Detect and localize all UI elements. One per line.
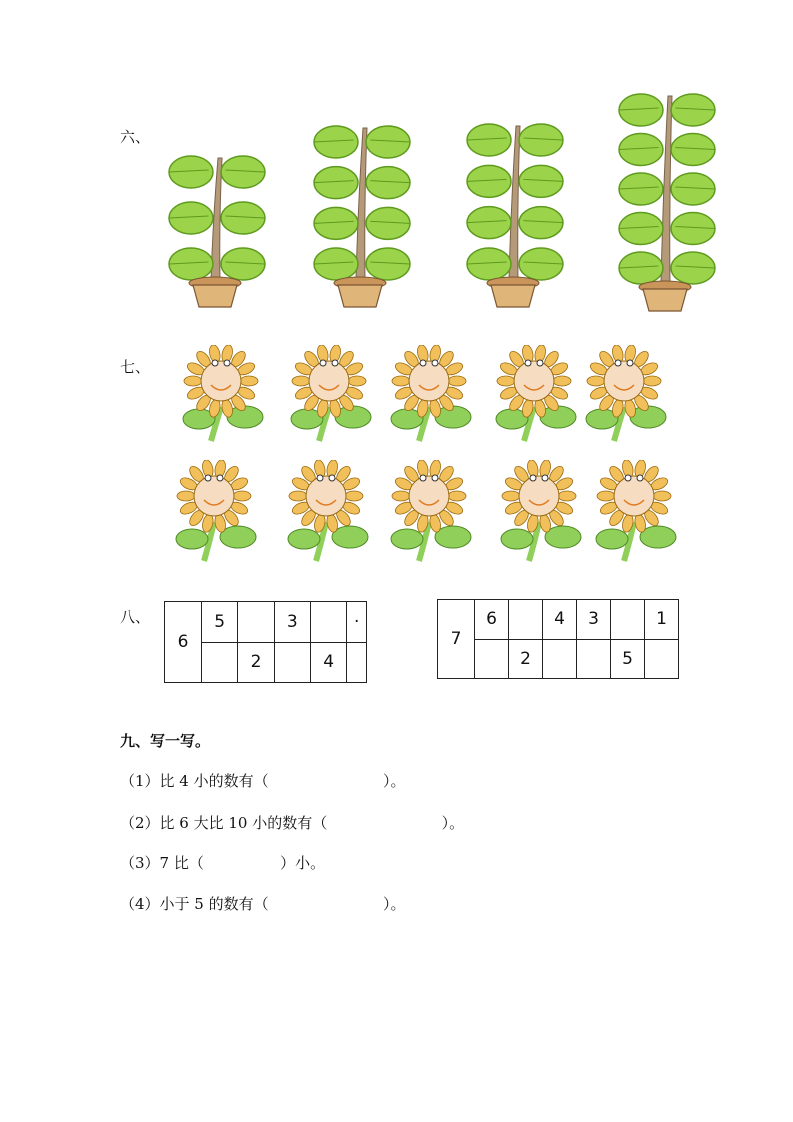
leaf-shape — [221, 156, 265, 188]
grid-cell: 5 — [611, 639, 645, 679]
leaf-shape — [467, 165, 511, 197]
leaf-shape — [314, 248, 358, 280]
flower-face — [306, 476, 346, 516]
leaf-shape — [366, 126, 410, 158]
petal-shape — [597, 491, 615, 501]
leaf-shape — [619, 173, 663, 205]
grid-cell — [611, 600, 645, 640]
flower-face — [409, 361, 449, 401]
flower-leaf — [501, 529, 533, 549]
petal-shape — [292, 376, 310, 386]
flower-leaf — [176, 529, 208, 549]
grid-cell — [475, 639, 509, 679]
pot-shape — [338, 285, 382, 307]
flower-eye — [432, 360, 438, 366]
leaf-shape — [366, 167, 410, 199]
petal-shape — [497, 376, 515, 386]
question-4: （4）小于 5 的数有（ ）。 — [120, 895, 406, 913]
pot-shape — [643, 289, 687, 311]
petal-shape — [502, 491, 520, 501]
flower-leaf — [596, 529, 628, 549]
flower-leaf — [545, 526, 581, 548]
grid-cell — [238, 602, 274, 643]
leaf-shape — [619, 134, 663, 166]
leaf-shape — [314, 167, 358, 199]
sunflower-icon — [495, 345, 581, 445]
flower-eye — [637, 475, 643, 481]
flower-leaf — [288, 529, 320, 549]
section-eight-label: 八、 — [120, 608, 151, 626]
flower-eye — [542, 475, 548, 481]
section-six-label: 六、 — [120, 128, 151, 146]
leaf-shape — [169, 248, 213, 280]
flower-eye — [537, 360, 543, 366]
flower-eye — [205, 475, 211, 481]
flower-eye — [212, 360, 218, 366]
petal-shape — [587, 376, 605, 386]
petal-shape — [233, 491, 251, 501]
leaf-shape — [366, 207, 410, 239]
leaf-shape — [314, 207, 358, 239]
petal-shape — [448, 376, 466, 386]
petal-shape — [392, 491, 410, 501]
grid-cell: 3 — [577, 600, 611, 640]
flower-eye — [627, 360, 633, 366]
grid-cell — [274, 642, 310, 683]
petal-shape — [289, 491, 307, 501]
sunflower-icon — [390, 345, 476, 445]
leaf-shape — [221, 248, 265, 280]
sunflower-icon — [290, 345, 376, 445]
flower-eye — [224, 360, 230, 366]
grid-cell: 7 — [438, 600, 475, 679]
leaf-shape — [671, 134, 715, 166]
number-grid-left — [164, 601, 367, 683]
flower-eye — [420, 360, 426, 366]
petal-shape — [558, 491, 576, 501]
stem-shape — [356, 128, 367, 280]
flower-eye — [525, 360, 531, 366]
leaf-shape — [366, 248, 410, 280]
petal-shape — [643, 376, 661, 386]
leaf-shape — [314, 126, 358, 158]
grid-cell: 6 — [165, 602, 202, 683]
petal-shape — [184, 376, 202, 386]
grid-cell — [509, 600, 543, 640]
grid-cell — [347, 642, 367, 683]
sunflower-icon — [595, 460, 681, 565]
leaf-shape — [467, 248, 511, 280]
leaf-shape — [619, 213, 663, 245]
leaf-shape — [467, 207, 511, 239]
grid-cell: 5 — [202, 602, 238, 643]
pot-shape — [193, 285, 237, 307]
sunflower-icon — [500, 460, 586, 565]
leaf-shape — [169, 156, 213, 188]
plant-icon — [610, 88, 720, 314]
petal-shape — [448, 491, 466, 501]
leaf-shape — [221, 202, 265, 234]
grid-cell: · — [347, 602, 367, 643]
petal-shape — [348, 376, 366, 386]
plant-icon — [458, 118, 568, 310]
flower-eye — [625, 475, 631, 481]
petal-shape — [240, 376, 258, 386]
petal-shape — [553, 376, 571, 386]
grid-cell — [577, 639, 611, 679]
flower-eye — [615, 360, 621, 366]
flower-face — [201, 361, 241, 401]
flower-face — [604, 361, 644, 401]
grid-cell — [202, 642, 238, 683]
leaf-shape — [519, 165, 563, 197]
petal-shape — [177, 491, 195, 501]
leaf-shape — [619, 94, 663, 126]
leaf-shape — [671, 173, 715, 205]
grid-cell — [645, 639, 679, 679]
sunflower-icon — [585, 345, 671, 445]
flower-face — [194, 476, 234, 516]
question-3: （3）7 比（ ）小。 — [120, 854, 326, 872]
petal-shape — [345, 491, 363, 501]
section-nine-title: 九、写一写。 — [120, 732, 211, 750]
petal-shape — [392, 376, 410, 386]
sunflower-icon — [287, 460, 373, 565]
grid-cell: 3 — [274, 602, 310, 643]
flower-eye — [432, 475, 438, 481]
flower-face — [514, 361, 554, 401]
sunflower-icon — [182, 345, 268, 445]
stem-shape — [509, 126, 520, 280]
flower-eye — [217, 475, 223, 481]
plant-icon — [305, 120, 415, 310]
flower-eye — [317, 475, 323, 481]
leaf-shape — [519, 248, 563, 280]
grid-cell: 2 — [509, 639, 543, 679]
sunflower-icon — [390, 460, 476, 565]
flower-eye — [420, 475, 426, 481]
petal-shape — [653, 491, 671, 501]
leaf-shape — [169, 202, 213, 234]
leaf-shape — [519, 124, 563, 156]
leaf-shape — [671, 213, 715, 245]
flower-face — [309, 361, 349, 401]
leaf-shape — [671, 94, 715, 126]
flower-leaf — [332, 526, 368, 548]
flower-leaf — [435, 526, 471, 548]
grid-cell: 1 — [645, 600, 679, 640]
leaf-shape — [619, 252, 663, 284]
leaf-shape — [467, 124, 511, 156]
grid-cell: 6 — [475, 600, 509, 640]
flower-leaf — [391, 529, 423, 549]
flower-eye — [329, 475, 335, 481]
sunflower-icon — [175, 460, 261, 565]
grid-cell: 4 — [310, 642, 346, 683]
question-2: （2）比 6 大比 10 小的数有（ ）。 — [120, 814, 465, 832]
flower-leaf — [220, 526, 256, 548]
plant-icon — [160, 150, 270, 310]
flower-face — [519, 476, 559, 516]
flower-eye — [332, 360, 338, 366]
leaf-shape — [671, 252, 715, 284]
leaf-shape — [519, 207, 563, 239]
grid-cell — [310, 602, 346, 643]
number-grid-right — [437, 599, 679, 679]
flower-eye — [320, 360, 326, 366]
grid-cell: 4 — [543, 600, 577, 640]
pot-shape — [491, 285, 535, 307]
grid-cell — [543, 639, 577, 679]
section-seven-label: 七、 — [120, 358, 151, 376]
flower-leaf — [640, 526, 676, 548]
flower-eye — [530, 475, 536, 481]
question-1: （1）比 4 小的数有（ ）。 — [120, 772, 406, 790]
flower-face — [614, 476, 654, 516]
flower-face — [409, 476, 449, 516]
grid-cell: 2 — [238, 642, 274, 683]
